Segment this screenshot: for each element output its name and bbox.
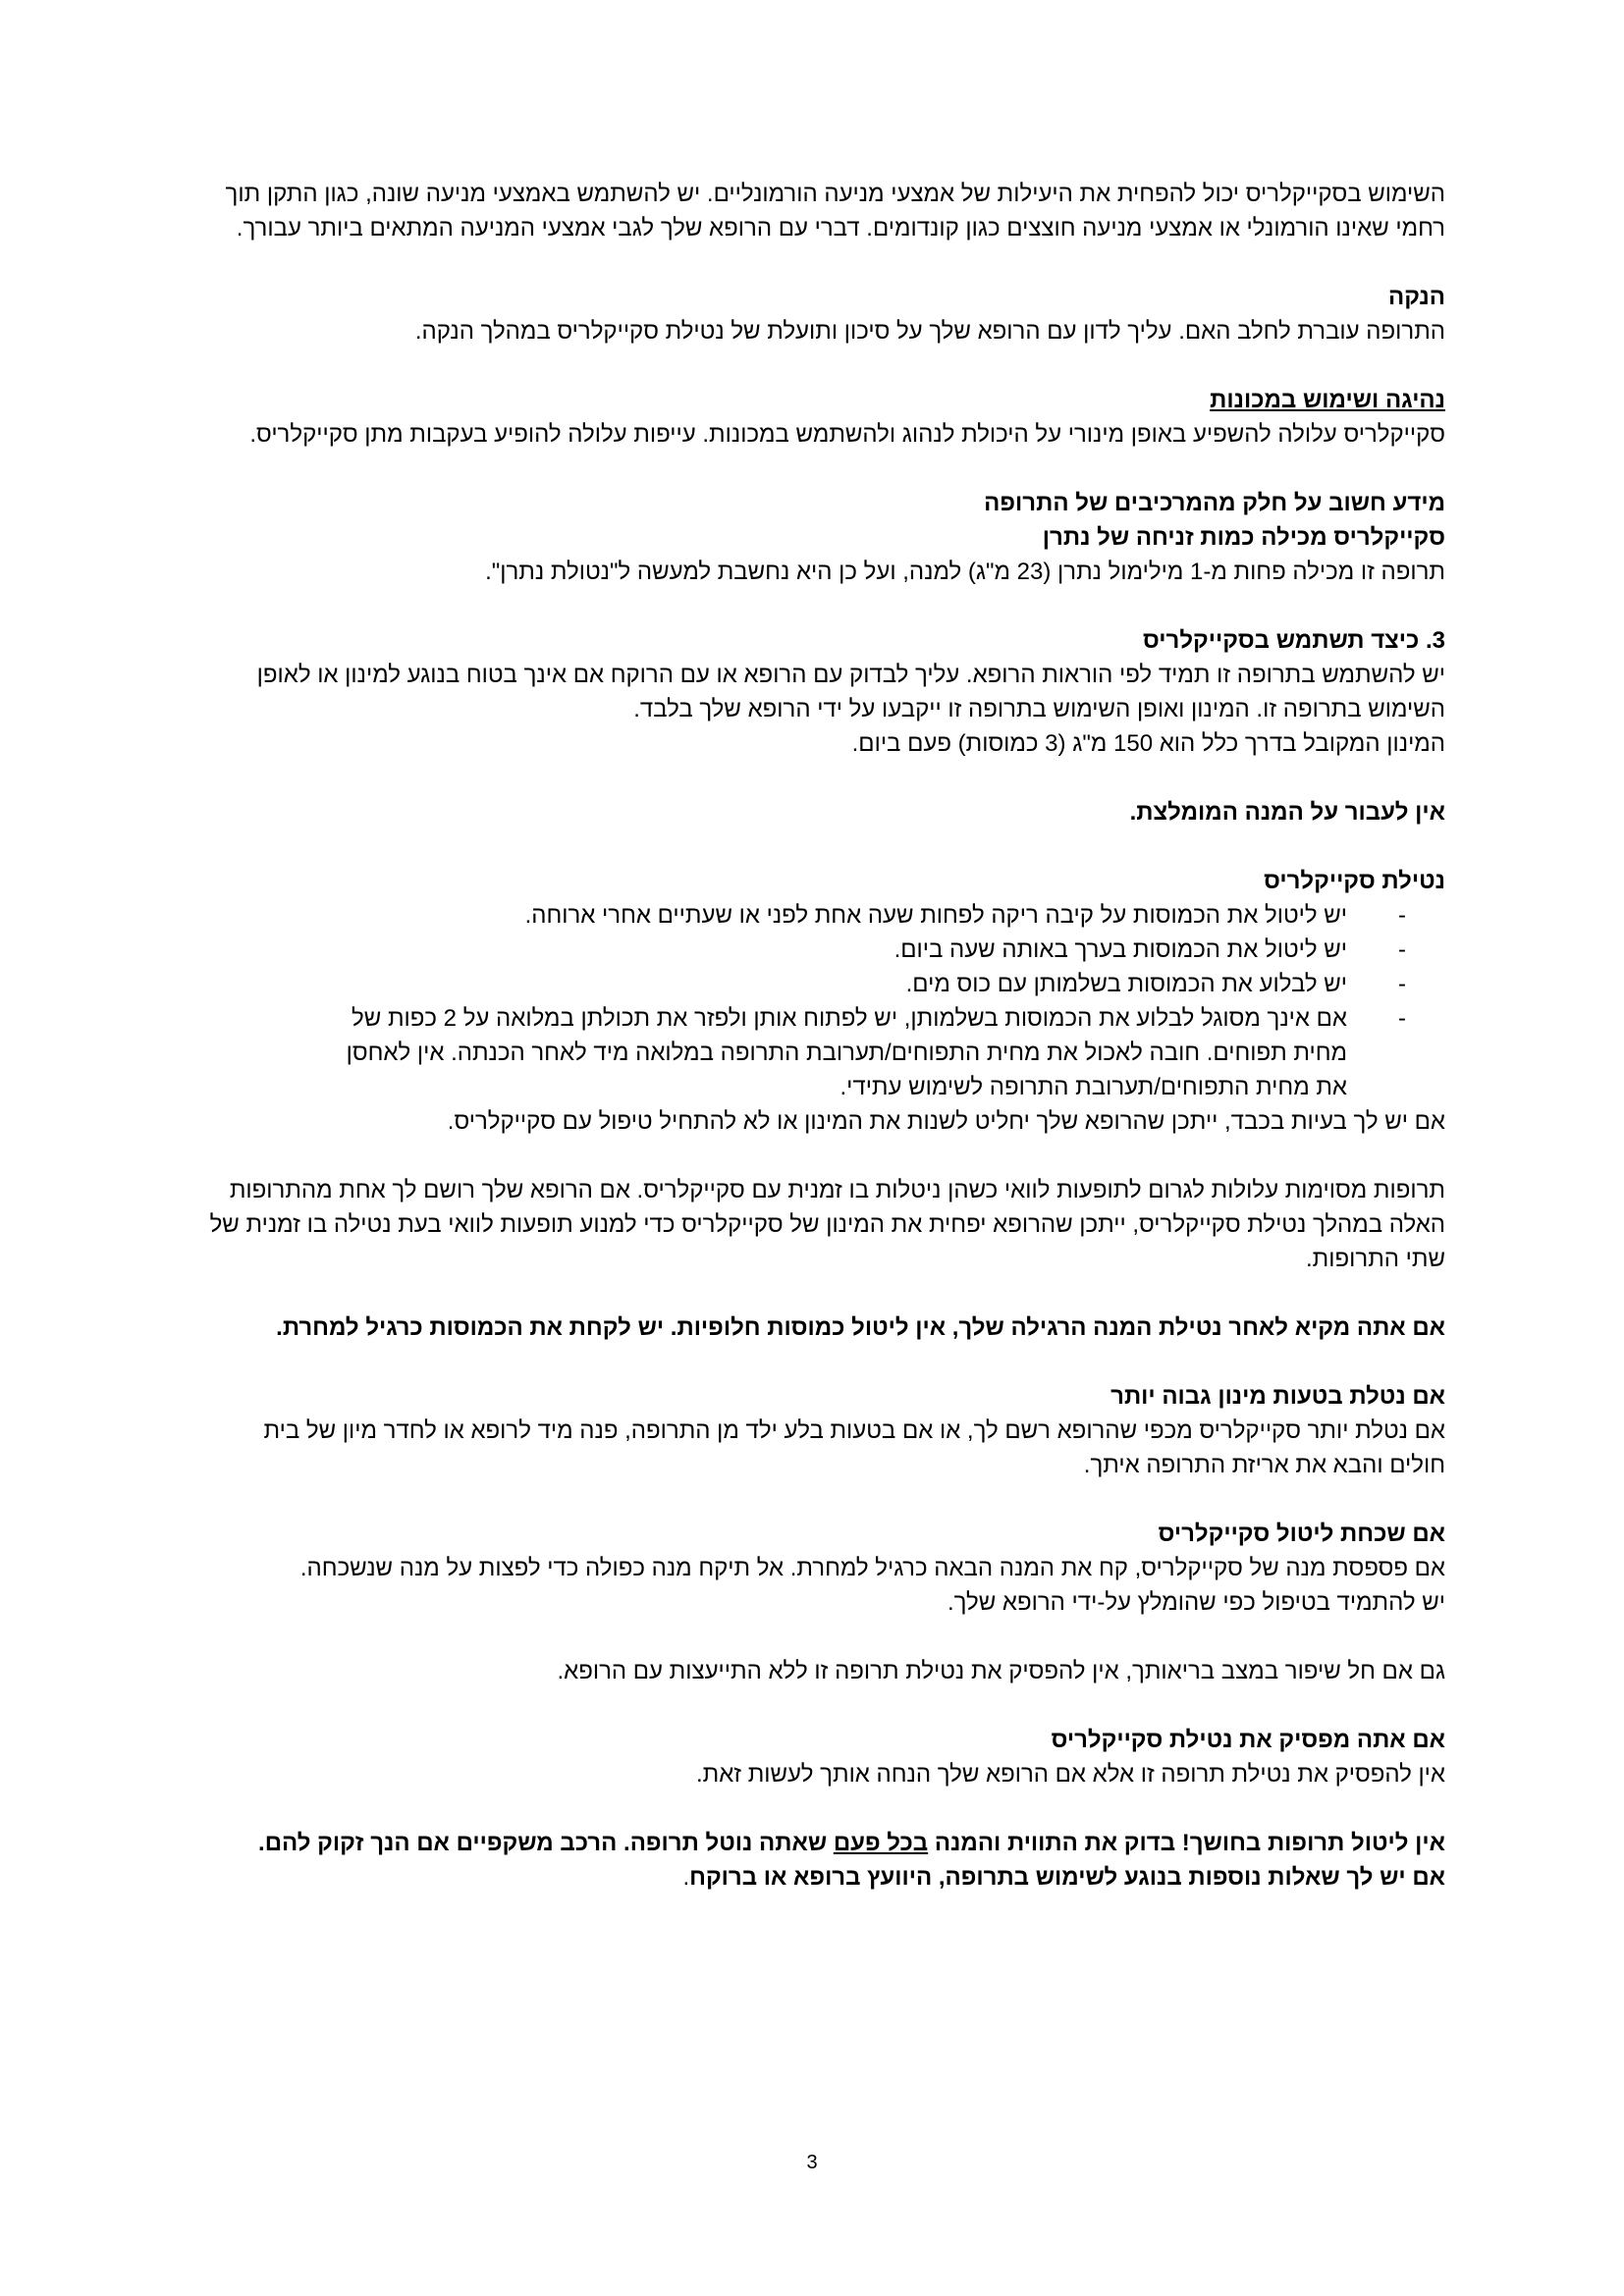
section-3-number: 3. <box>1425 627 1445 654</box>
dark-warning <box>206 1826 1445 1860</box>
forgot-heading: אם שכחת ליטול סקייקלריס <box>1158 1521 1445 1547</box>
breastfeeding-paragraph: התרופה עוברת לחלב האם. עליך לדון עם הרופא שלך על סיכון ותועלת של נטילת סקייקלריס במהלך הנקה. <box>414 318 1445 345</box>
leaflet-page <box>206 177 1445 1895</box>
list-item: - יש ליטול את הכמוסות בערך באותה שעה ביום. <box>316 933 1377 967</box>
sodium-paragraph: תרופה זו מכילה פחות מ-1 מילימול נתרן (23 מ"ג) למנה, ועל כן היא נחשבת למעשה ל"נטולת נתרן". <box>485 559 1445 585</box>
ingredients-heading: מידע חשוב על חלק מהמרכיבים של התרופה <box>984 490 1445 516</box>
every-time-emphasis: בכל פעם <box>833 1830 929 1856</box>
taking-heading: נטילת סקייקלריס <box>1264 868 1445 894</box>
stopping-heading: אם אתה מפסיק את נטילת סקייקלריס <box>1051 1727 1445 1753</box>
list-item: - אם אינך מסוגל לבלוע את הכמוסות בשלמותן, יש לפתוח אותן ולפזר את תכולתן במלואה על 2 כפות של מחית תפוחים. חובה לאכול את מחית התפוחים/תערובת התרופה במלואה מיד לאחר הכנתה. אין לאחסן את מחית התפוחים/תערובת התרופה לשימוש עתידי. <box>316 1001 1377 1104</box>
page-number: 3 <box>806 2152 818 2173</box>
breastfeeding-heading: הנקה <box>1388 284 1445 310</box>
interactions-paragraph: תרופות מסוימות עלולות לגרום לתופעות לוואי כשהן ניטלות בו זמנית עם סקייקלריס. אם הרופא שלך רושם לך אחת מהתרופות האלה במהלך נטילת סקייקלריס, ייתכן שהרופא יפחית את המינון של סקייקלריס כדי למנוע תופעות לוואי בעת נטילה בו זמנית של שתי התרופות. <box>209 1177 1445 1272</box>
dark-warning-part1: אין ליטול תרופות בחושך! בדוק את התווית והמנה <box>928 1830 1445 1856</box>
liver-paragraph: אם יש לך בעיות בכבד, ייתכן שהרופא שלך יחליט לשנות את המינון או לא להתחיל טיפול עם סקייקלריס. <box>447 1108 1445 1135</box>
usual-dose-paragraph: המינון המקובל בדרך כלל הוא 150 מ"ג (3 כמוסות) פעם ביום. <box>851 730 1445 757</box>
list-item: - יש לבלוע את הכמוסות בשלמותן עם כוס מים. <box>316 967 1377 1001</box>
section-3-title: כיצד תשתמש בסקייקלריס <box>1142 627 1420 654</box>
vomit-warning: אם אתה מקיא לאחר נטילת המנה הרגילה שלך, אין ליטול כמוסות חלופיות. יש לקחת את הכמוסות כרגיל למחרת. <box>276 1314 1445 1341</box>
section-3-heading <box>206 623 1445 658</box>
driving-heading: נהיגה ושימוש במכונות <box>1210 387 1445 413</box>
overdose-paragraph: אם נטלת יותר סקייקלריס מכפי שהרופא רשם לך, או אם בטעות בלע ילד מן התרופה, פנה מיד לרופא או לחדר מיון של בית חולים והבא את אריזת התרופה איתך. <box>263 1417 1445 1478</box>
sodium-subheading: סקייקלריס מכילה כמות זניחה של נתרן <box>1042 524 1445 551</box>
questions-text: אם יש לך שאלות נוספות בנוגע לשימוש בתרופה, היוועץ ברופא או ברוקח <box>689 1864 1445 1891</box>
taking-instructions-list <box>206 898 1445 1104</box>
driving-paragraph: סקייקלריס עלולה להשפיע באופן מינורי על היכולת לנהוג ולהשתמש במכונות. עייפות עלולה להופיע בעקבות מתן סקייקלריס. <box>249 421 1445 448</box>
list-item: - יש ליטול את הכמוסות על קיבה ריקה לפחות שעה אחת לפני או שעתיים אחרי ארוחה. <box>316 898 1377 933</box>
dose-warning: אין לעבור על המנה המומלצת. <box>1129 799 1445 826</box>
dark-warning-part2: שאתה נוטל תרופה. הרכב משקפיים אם הנך זקוק להם. <box>258 1830 834 1856</box>
continue-treatment-paragraph: יש להתמיד בטיפול כפי שהומלץ על-ידי הרופא שלך. <box>947 1589 1445 1616</box>
questions-period: . <box>682 1864 690 1891</box>
overdose-heading: אם נטלת בטעות מינון גבוה יותר <box>1110 1383 1445 1410</box>
questions-line <box>206 1860 1445 1895</box>
stopping-paragraph: אין להפסיק את נטילת תרופה זו אלא אם הרופא שלך הנחה אותך לעשות זאת. <box>695 1761 1445 1788</box>
howto-paragraph: יש להשתמש בתרופה זו תמיד לפי הוראות הרופא. עליך לבדוק עם הרופא או עם הרוקח אם אינך בטוח בנוגע למינון או לאופן השימוש בתרופה זו. המינון ואופן השימוש בתרופה זו ייקבעו על ידי הרופא שלך בלבד. <box>256 662 1445 722</box>
improvement-paragraph: גם אם חל שיפור במצב בריאותך, אין להפסיק את נטילת תרופה זו ללא התייעצות עם הרופא. <box>557 1658 1445 1684</box>
contraception-paragraph: השימוש בסקייקלריס יכול להפחית את היעילות של אמצעי מניעה הורמונליים. יש להשתמש באמצעי מניעה שונה, כגון התקן תוך רחמי שאינו הורמונלי או אמצעי מניעה חוצצים כגון קונדומים. דברי עם הרופא שלך לגבי אמצעי המניעה המתאים ביותר עבורך. <box>225 181 1445 241</box>
forgot-paragraph: אם פספסת מנה של סקייקלריס, קח את המנה הבאה כרגיל למחרת. אל תיקח מנה כפולה כדי לפצות על מנה שנשכחה. <box>299 1555 1445 1581</box>
